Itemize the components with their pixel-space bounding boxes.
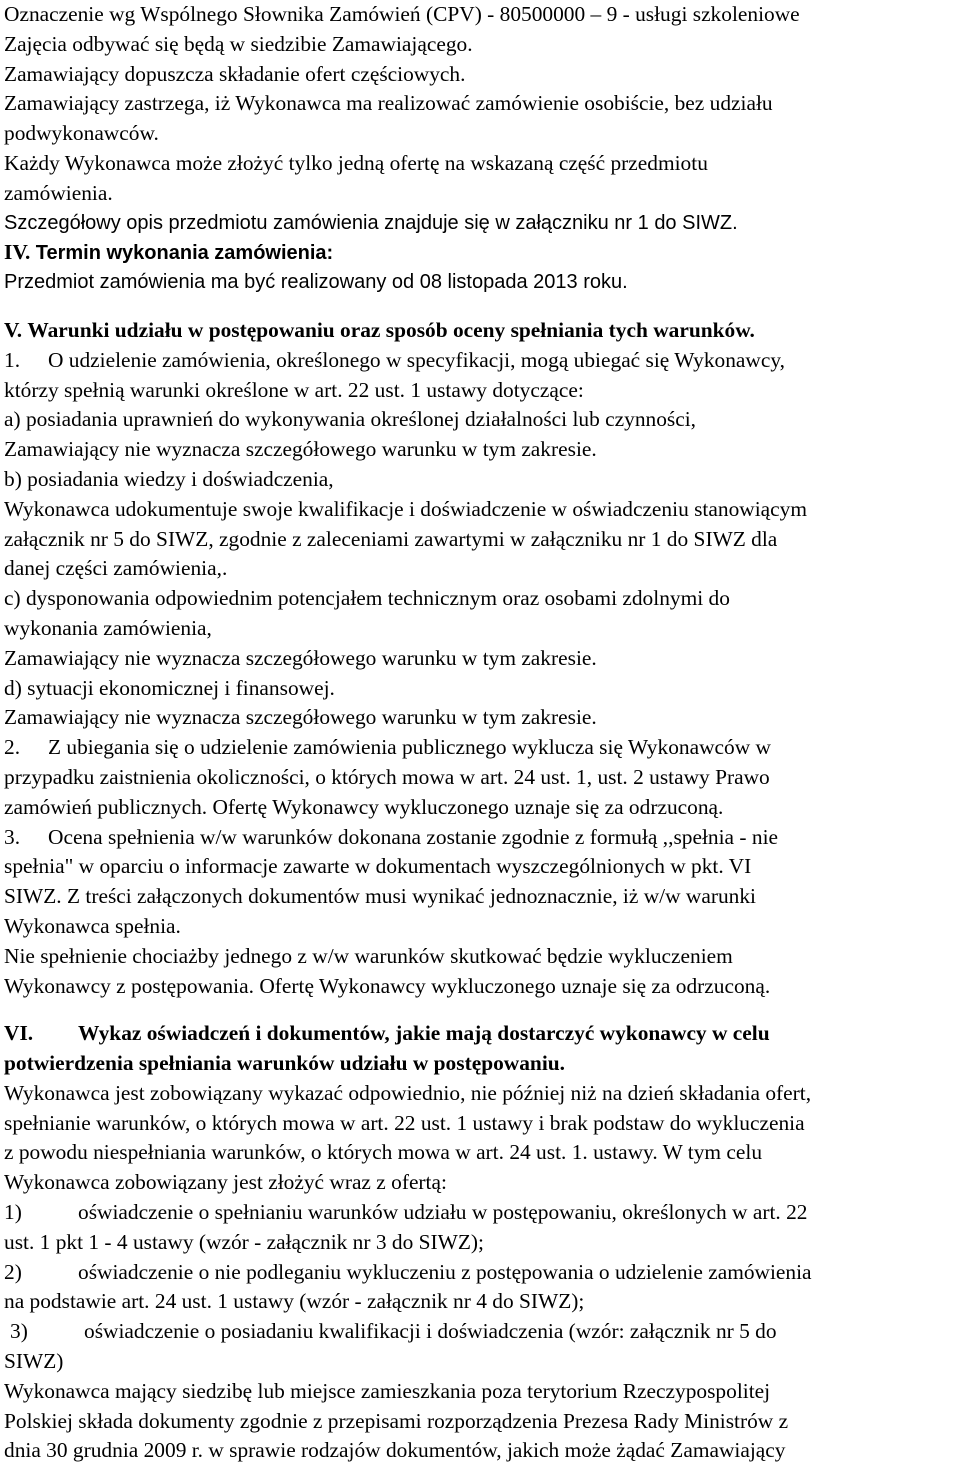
text-line: b) posiadania wiedzy i doświadczenia, bbox=[4, 466, 334, 491]
text-line: Zajęcia odbywać się będą w siedzibie Zamawiającego. bbox=[4, 31, 473, 56]
section-v-heading bbox=[4, 316, 958, 346]
list-item bbox=[4, 1317, 958, 1347]
item-text: oświadczenie o spełnianiu warunków udziału w postępowaniu, określonych w art. 22 bbox=[78, 1200, 808, 1225]
section-iv-heading bbox=[4, 238, 958, 268]
section-vi-heading bbox=[4, 1019, 958, 1049]
section-title: Termin wykonania zamówienia: bbox=[35, 242, 334, 265]
text-line: Każdy Wykonawca może złożyć tylko jedną ofertę na wskazaną część przedmiotu bbox=[4, 150, 708, 175]
text-line: spełnianie warunków, o których mowa w art. 22 ust. 1 ustawy i brak podstaw do wykluczenia bbox=[4, 1110, 805, 1135]
text-line: Przedmiot zamówienia ma być realizowany od 08 listopada 2013 roku. bbox=[4, 271, 628, 294]
text-line: Wykonawca udokumentuje swoje kwalifikacje i doświadczenie w oświadczeniu stanowiącym bbox=[4, 496, 807, 521]
item-number: 1) bbox=[4, 1200, 22, 1225]
item-text: Ocena spełnienia w/w warunków dokonana zostanie zgodnie z formułą ,,spełnia - nie bbox=[48, 824, 779, 849]
item-text: Z ubiegania się o udzielenie zamówienia publicznego wyklucza się Wykonawców w bbox=[48, 735, 771, 760]
text-line: podwykonawców. bbox=[4, 121, 159, 146]
text-line: Wykonawca jest zobowiązany wykazać odpowiednio, nie później niż na dzień składania ofert, bbox=[4, 1080, 812, 1105]
item-number: 3) bbox=[10, 1319, 28, 1344]
text-line: Wykonawca mający siedzibę lub miejsce zamieszkania poza terytorium Rzeczypospolitej bbox=[4, 1378, 771, 1403]
text-line: załącznik nr 5 do SIWZ, zgodnie z zaleceniami zawartymi w załączniku nr 1 do SIWZ dla bbox=[4, 526, 778, 551]
text-line: zamówienia. bbox=[4, 180, 113, 205]
section-title: Wykaz oświadczeń i dokumentów, jakie mają dostarczyć wykonawcy w celu bbox=[78, 1021, 770, 1046]
text-line: Zamawiający nie wyznacza szczegółowego warunku w tym zakresie. bbox=[4, 705, 597, 730]
text-line: d) sytuacji ekonomicznej i finansowej. bbox=[4, 675, 335, 700]
item-text: oświadczenie o nie podleganiu wykluczeniu z postępowania o udzielenie zamówienia bbox=[78, 1259, 812, 1284]
text-line: którzy spełnią warunki określone w art. 22 ust. 1 ustawy dotyczące: bbox=[4, 377, 584, 402]
item-number: 2. bbox=[4, 735, 21, 760]
list-item bbox=[4, 1258, 958, 1288]
numbered-item bbox=[4, 823, 958, 853]
item-number: 3. bbox=[4, 824, 21, 849]
item-text: oświadczenie o posiadaniu kwalifikacji i doświadczenia (wzór: załącznik nr 5 do bbox=[84, 1319, 777, 1344]
section-marker: VI. bbox=[4, 1021, 34, 1046]
text-line: SIWZ. Z treści załączonych dokumentów musi wynikać jednoznacznie, iż w/w warunki bbox=[4, 884, 756, 909]
spacer bbox=[4, 1001, 958, 1019]
text-line: a) posiadania uprawnień do wykonywania określonej działalności lub czynności, bbox=[4, 407, 697, 432]
section-title: Warunki udziału w postępowaniu oraz sposób oceny spełniania tych warunków. bbox=[27, 317, 755, 342]
text-line: danej części zamówienia,. bbox=[4, 556, 228, 581]
spacer bbox=[4, 298, 958, 316]
text-line: ust. 1 pkt 1 - 4 ustawy (wzór - załącznik nr 3 do SIWZ); bbox=[4, 1229, 484, 1254]
section-title-continued: potwierdzenia spełniania warunków udziału w postępowaniu. bbox=[4, 1051, 566, 1076]
text-line: Zamawiający zastrzega, iż Wykonawca ma realizować zamówienie osobiście, bez udziału bbox=[4, 91, 773, 116]
item-number: 1. bbox=[4, 347, 21, 372]
text-line: z powodu niespełniania warunków, o których mowa w art. 24 ust. 1. ustawy. W tym celu bbox=[4, 1140, 763, 1165]
list-item bbox=[4, 1198, 958, 1228]
text-line: Zamawiający nie wyznacza szczegółowego warunku w tym zakresie. bbox=[4, 437, 597, 462]
text-line: Wykonawca zobowiązany jest złożyć wraz z ofertą: bbox=[4, 1170, 447, 1195]
item-text: O udzielenie zamówienia, określonego w specyfikacji, mogą ubiegać się Wykonawcy, bbox=[48, 347, 786, 372]
item-number: 2) bbox=[4, 1259, 22, 1284]
section-marker: IV. bbox=[4, 240, 31, 265]
text-line: Polskiej składa dokumenty zgodnie z przepisami rozporządzenia Prezesa Rady Ministrów z bbox=[4, 1408, 789, 1433]
document-page bbox=[4, 0, 958, 1466]
text-line: dnia 30 grudnia 2009 r. w sprawie rodzajów dokumentów, jakich może żądać Zamawiający bbox=[4, 1438, 786, 1463]
text-line: Zamawiający nie wyznacza szczegółowego warunku w tym zakresie. bbox=[4, 645, 597, 670]
section-marker: V. bbox=[4, 317, 23, 342]
text-line: SIWZ) bbox=[4, 1349, 64, 1374]
cpv-line: Oznaczenie wg Wspólnego Słownika Zamówień (CPV) - 80500000 – 9 - usługi szkoleniowe bbox=[4, 2, 800, 26]
text-line: Nie spełnienie chociażby jednego z w/w warunków skutkować będzie wykluczeniem bbox=[4, 943, 733, 968]
numbered-item bbox=[4, 346, 958, 376]
text-line: Wykonawca spełnia. bbox=[4, 913, 181, 938]
text-line: przypadku zaistnienia okoliczności, o których mowa w art. 24 ust. 1, ust. 2 ustawy Prawo bbox=[4, 764, 770, 789]
text-line: Wykonawcy z postępowania. Ofertę Wykonawcy wykluczonego uznaje się za odrzuconą. bbox=[4, 973, 771, 998]
text-line: na podstawie art. 24 ust. 1 ustawy (wzór - załącznik nr 4 do SIWZ); bbox=[4, 1289, 585, 1314]
text-line: Szczegółowy opis przedmiotu zamówienia znajduje się w załączniku nr 1 do SIWZ. bbox=[4, 211, 738, 234]
text-line: wykonania zamówienia, bbox=[4, 615, 212, 640]
text-line: c) dysponowania odpowiednim potencjałem technicznym oraz osobami zdolnymi do bbox=[4, 586, 730, 611]
text-line: Zamawiający dopuszcza składanie ofert częściowych. bbox=[4, 61, 466, 86]
numbered-item bbox=[4, 733, 958, 763]
text-line: zamówień publicznych. Ofertę Wykonawcy wykluczonego uznaje się za odrzuconą. bbox=[4, 794, 724, 819]
text-line: spełnia" w oparciu o informacje zawarte w dokumentach wyszczególnionych w pkt. VI bbox=[4, 854, 752, 879]
